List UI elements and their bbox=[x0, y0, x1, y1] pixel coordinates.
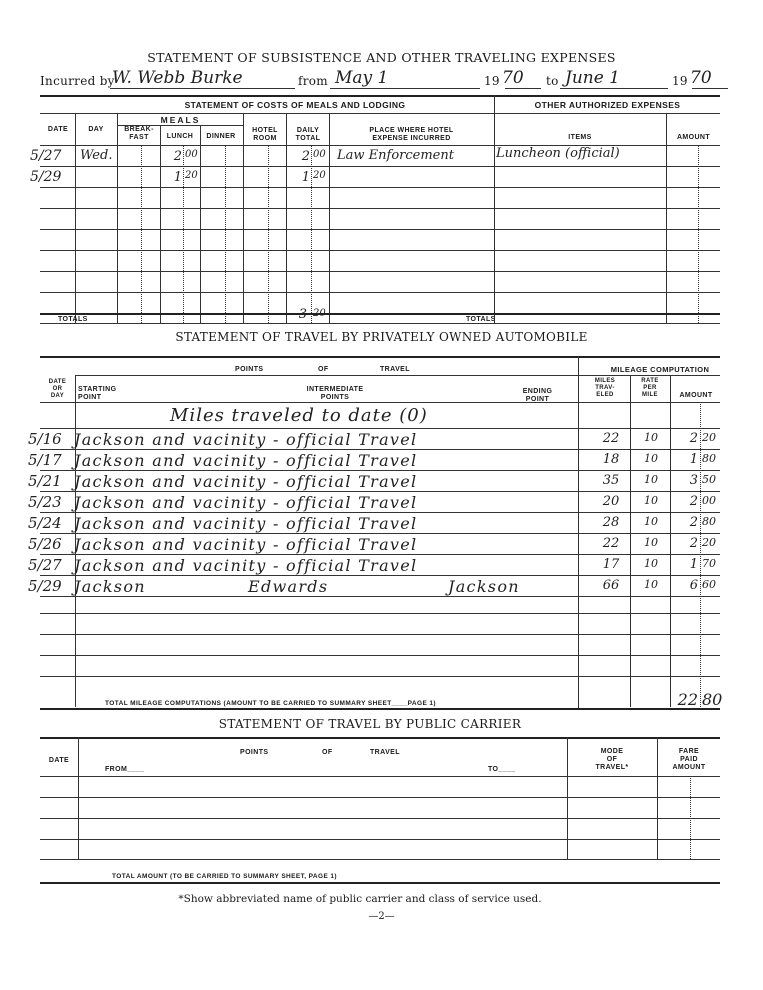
auto-row-amount: 2 bbox=[689, 515, 698, 530]
auto-row-miles: 18 bbox=[602, 452, 620, 467]
auto-row-desc: Jackson and vacinity - official Travel bbox=[74, 451, 418, 470]
auto-row-rate: 10 bbox=[644, 536, 658, 549]
auto-points-label: POINTS bbox=[235, 366, 264, 373]
from-label: from bbox=[298, 74, 328, 88]
auto-row-end: Jackson bbox=[448, 577, 520, 596]
meals-row-lunch: 1 bbox=[173, 170, 182, 185]
auto-row-amount-cents: 20 bbox=[702, 431, 716, 444]
incurred-by-label: Incurred by bbox=[40, 74, 115, 88]
auto-row-desc: Jackson and vacinity - official Travel bbox=[74, 493, 418, 512]
meals-row bbox=[30, 169, 720, 187]
carrier-to-label: TO____ bbox=[488, 766, 516, 773]
auto-row bbox=[28, 493, 728, 512]
meals-totals-cents: 20 bbox=[313, 308, 326, 319]
auto-row-rate: 10 bbox=[644, 452, 658, 465]
meals-row-daily-cents: 00 bbox=[313, 149, 326, 160]
auto-row-miles: 22 bbox=[602, 431, 620, 446]
auto-col-intermediate: INTERMEDIATE POINTS bbox=[306, 386, 364, 401]
col-hotel-room: HOTEL ROOM bbox=[252, 127, 278, 142]
meals-totals-value: 3 bbox=[298, 307, 307, 322]
other-totals-label: TOTALS bbox=[466, 316, 496, 323]
auto-row-date: 5/16 bbox=[28, 430, 62, 448]
auto-total-value: 22 bbox=[677, 690, 698, 709]
carrier-col-date: DATE bbox=[48, 757, 70, 764]
meals-row-date: 5/27 bbox=[30, 148, 62, 164]
col-day: DAY bbox=[88, 126, 104, 133]
auto-row bbox=[28, 535, 728, 554]
auto-row-amount: 2 bbox=[689, 494, 698, 509]
auto-row-amount-cents: 20 bbox=[702, 536, 716, 549]
auto-row-miles: 66 bbox=[602, 578, 620, 593]
page-number: —2— bbox=[368, 911, 395, 922]
from-year-prefix: 19 bbox=[484, 74, 500, 88]
from-value: May 1 bbox=[335, 68, 389, 88]
meals-row-items: Luncheon (official) bbox=[496, 146, 620, 161]
meals-row-lunch-cents: 00 bbox=[185, 149, 198, 160]
auto-row bbox=[28, 472, 728, 491]
auto-row-amount: 1 bbox=[689, 557, 698, 572]
auto-row-desc: Jackson and vacinity - official Travel bbox=[74, 535, 418, 554]
to-year: 70 bbox=[690, 68, 712, 88]
auto-row-amount: 1 bbox=[689, 452, 698, 467]
header-line bbox=[40, 68, 730, 92]
meals-row-place: Law Enforcement bbox=[337, 148, 454, 163]
col-dinner: DINNER bbox=[206, 133, 236, 140]
auto-total-cents: 80 bbox=[702, 690, 723, 709]
to-year-prefix: 19 bbox=[672, 74, 688, 88]
from-year: 70 bbox=[502, 68, 524, 88]
auto-row bbox=[28, 430, 728, 449]
auto-row-rate: 10 bbox=[644, 431, 658, 444]
auto-section-title: STATEMENT OF TRAVEL BY PRIVATELY OWNED AUTOMOBILE bbox=[175, 330, 588, 344]
auto-travel-label: TRAVEL bbox=[380, 366, 410, 373]
mileage-title: MILEAGE COMPUTATION bbox=[610, 365, 710, 374]
auto-row-amount-cents: 60 bbox=[702, 578, 716, 591]
auto-col-end: ENDING POINT bbox=[522, 388, 553, 403]
meals-row-day: Wed. bbox=[80, 148, 113, 163]
carrier-section-title: STATEMENT OF TRAVEL BY PUBLIC CARRIER bbox=[218, 717, 522, 731]
auto-row-date: 5/17 bbox=[28, 451, 62, 469]
auto-row-date: 5/29 bbox=[28, 577, 62, 595]
carrier-from-label: FROM____ bbox=[105, 766, 145, 773]
meals-row bbox=[30, 148, 720, 166]
auto-row-amount-cents: 80 bbox=[702, 515, 716, 528]
auto-row bbox=[28, 556, 728, 575]
auto-col-amount: AMOUNT bbox=[679, 392, 713, 399]
col-lunch: LUNCH bbox=[166, 133, 194, 140]
col-amount: AMOUNT bbox=[676, 134, 711, 141]
to-value: June 1 bbox=[565, 68, 620, 88]
auto-row-desc: Jackson and vacinity - official Travel bbox=[74, 556, 418, 575]
col-place: PLACE WHERE HOTEL EXPENSE INCURRED bbox=[369, 127, 454, 142]
meals-totals-label: TOTALS bbox=[58, 316, 88, 323]
carrier-col-fare: FARE PAID AMOUNT bbox=[672, 748, 706, 771]
auto-row-amount-cents: 50 bbox=[702, 473, 716, 486]
auto-row-desc: Jackson and vacinity - official Travel bbox=[74, 430, 418, 449]
auto-row-miles: 22 bbox=[602, 536, 620, 551]
carrier-col-mode: MODE OF TRAVEL* bbox=[595, 748, 629, 771]
other-expenses-title: OTHER AUTHORIZED EXPENSES bbox=[534, 100, 681, 110]
auto-row-date: 5/26 bbox=[28, 535, 62, 553]
auto-row-amount-cents: 70 bbox=[702, 557, 716, 570]
col-items: ITEMS bbox=[568, 134, 592, 141]
carrier-travel-label: TRAVEL bbox=[370, 749, 400, 756]
auto-row-miles: 17 bbox=[602, 557, 620, 572]
auto-row bbox=[28, 514, 728, 533]
auto-row-amount-cents: 00 bbox=[702, 494, 716, 507]
auto-row-amount: 6 bbox=[689, 578, 698, 593]
to-label: to bbox=[546, 74, 559, 88]
auto-row-rate: 10 bbox=[644, 557, 658, 570]
auto-row-rate: 10 bbox=[644, 578, 658, 591]
meals-row-daily-cents: 20 bbox=[313, 170, 326, 181]
meals-row-daily: 2 bbox=[301, 149, 310, 164]
auto-row-intermediate: Edwards bbox=[248, 577, 329, 596]
auto-col-date: DATE OR DAY bbox=[48, 379, 67, 399]
meals-row-daily: 1 bbox=[301, 170, 310, 185]
auto-row-desc: Jackson and vacinity - official Travel bbox=[74, 472, 418, 491]
meals-group-label: MEALS bbox=[160, 115, 201, 125]
auto-row-miles: 35 bbox=[602, 473, 620, 488]
auto-row-rate: 10 bbox=[644, 473, 658, 486]
col-breakfast: BREAK- FAST bbox=[124, 126, 154, 141]
auto-row-date: 5/27 bbox=[28, 556, 62, 574]
auto-row-amount: 3 bbox=[689, 473, 698, 488]
incurred-by-value: W. Webb Burke bbox=[112, 68, 243, 88]
form-title: STATEMENT OF SUBSISTENCE AND OTHER TRAVELING EXPENSES bbox=[147, 50, 616, 65]
auto-row-date: 5/23 bbox=[28, 493, 62, 511]
carrier-points-label: POINTS bbox=[240, 749, 269, 756]
auto-row-rate: 10 bbox=[644, 515, 658, 528]
carrier-total-label: TOTAL AMOUNT (TO BE CARRIED TO SUMMARY SHEET, PAGE 1) bbox=[112, 873, 338, 880]
footer-note: *Show abbreviated name of public carrier and class of service used. bbox=[178, 893, 542, 905]
auto-note: Miles traveled to date (0) bbox=[170, 405, 428, 426]
auto-row-amount-cents: 80 bbox=[702, 452, 716, 465]
col-date: DATE bbox=[47, 126, 69, 133]
meals-row-date: 5/29 bbox=[30, 169, 62, 185]
meals-section-title: STATEMENT OF COSTS OF MEALS AND LODGING bbox=[184, 100, 406, 110]
auto-row-miles: 20 bbox=[602, 494, 620, 509]
auto-col-rate: RATE PER MILE bbox=[641, 378, 659, 398]
auto-row-desc: Jackson and vacinity - official Travel bbox=[74, 514, 418, 533]
auto-col-start: STARTING POINT bbox=[78, 386, 117, 401]
auto-of-label: OF bbox=[318, 366, 329, 373]
auto-row-start: Jackson bbox=[74, 577, 146, 596]
carrier-of-label: OF bbox=[322, 749, 333, 756]
auto-row-date: 5/24 bbox=[28, 514, 62, 532]
auto-row bbox=[28, 451, 728, 470]
meals-row-lunch-cents: 20 bbox=[185, 170, 198, 181]
auto-col-miles: MILES TRAV- ELED bbox=[594, 378, 616, 398]
auto-row-amount: 2 bbox=[689, 536, 698, 551]
auto-row-date: 5/21 bbox=[28, 472, 62, 490]
meals-row-lunch: 2 bbox=[173, 149, 182, 164]
auto-row-amount: 2 bbox=[689, 431, 698, 446]
auto-row-rate: 10 bbox=[644, 494, 658, 507]
auto-row bbox=[28, 577, 728, 596]
auto-total-label: TOTAL MILEAGE COMPUTATIONS (AMOUNT TO BE CARRIED TO SUMMARY SHEET____PAGE 1) bbox=[105, 700, 436, 707]
auto-row-miles: 28 bbox=[602, 515, 620, 530]
col-daily-total: DAILY TOTAL bbox=[295, 127, 321, 142]
